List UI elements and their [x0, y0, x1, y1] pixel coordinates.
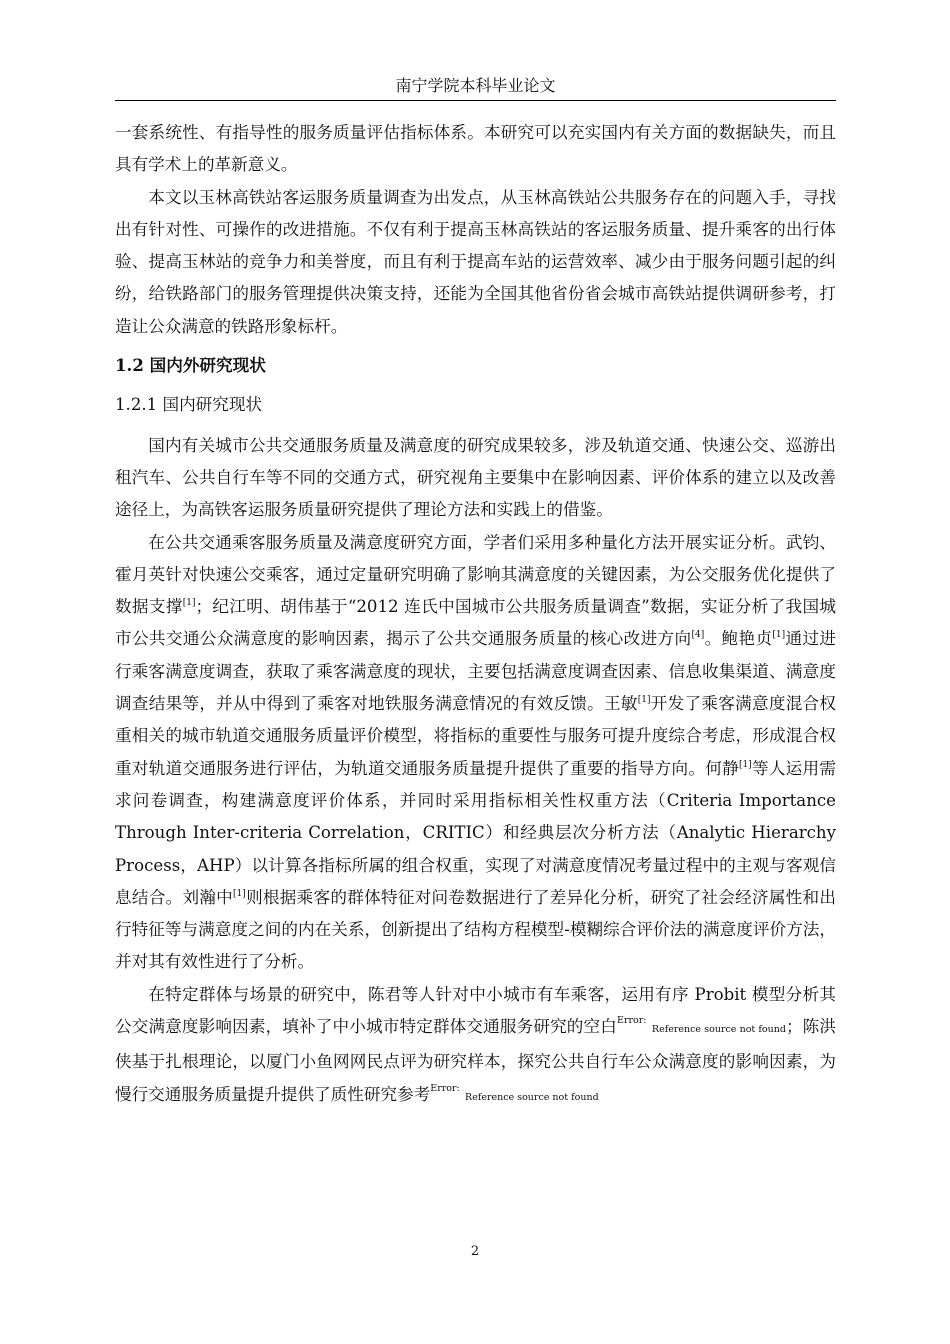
text-run: 开发了乘客满意度混合权重相关的城市轨道交通服务质量评价模型，将指标的重要性与服务可提升度综合考虑，形成混合权重对轨道交通服务进行评估，为轨道交通服务质量提升提供了重要的指导方向。何静 [115, 694, 837, 778]
paragraph [115, 527, 836, 979]
paragraph: 一套系统性、有指导性的服务质量评估指标体系。本研究可以充实国内有关方面的数据缺失，而且具有学术上的革新意义。 [115, 123, 836, 175]
text-run: 则根据乘客的群体特征对问卷数据进行了差异化分析，研究了社会经济属性和出行特征等与满意度之间的内在关系，创新提出了结构方程模型-模糊综合评价法的满意度评价方法，并对其有效性进行了分析。 [115, 887, 837, 972]
section-heading: 1.2 国内外研究现状 [115, 355, 266, 376]
citation-error: Reference source not found [651, 1024, 786, 1036]
citation-error: Reference source not found [465, 1091, 599, 1103]
text-run: ；纪江明、胡伟基于“2012 连氏中国城市公共服务质量调查”数据，实证分析了我国城市公共交通公众满意度的影响因素，揭示了公共交通服务质量的核心改进方向 [115, 597, 836, 649]
header-rule [115, 100, 836, 101]
text-run: 。鲍艳贞 [704, 629, 773, 649]
citation-error: Error: [430, 1082, 460, 1094]
citation-error: Error: [617, 1015, 647, 1027]
paragraph [115, 979, 836, 1114]
page-number: 2 [470, 1244, 480, 1259]
paragraph: 国内有关城市公共交通服务质量及满意度的研究成果较多，涉及轨道交通、快速公交、巡游出租汽车、公共自行车等不同的交通方式，研究视角主要集中在影响因素、评价体系的建立以及改善途径上，为高铁客运服务质量研究提供了理论方法和实践上的借鉴。 [115, 435, 836, 520]
text-run: 在特定群体与场景的研究中，陈君等人针对中小城市有车乘客，运用有序 Probit 模型分析其公交满意度影响因素，填补了中小城市特定群体交通服务研究的空白 [115, 984, 836, 1037]
paragraph: 本文以玉林高铁站客运服务质量调查为出发点，从玉林高铁站公共服务存在的问题入手，寻找出有针对性、可操作的改进措施。不仅有利于提高玉林高铁站的客运服务质量、提升乘客的出行体验、提高玉林站的竞争力和美誉度，而且有利于提高车站的运营效率、减少由于服务问题引起的纠纷，给铁路部门的服务管理提供决策支持，还能为全国其他省份省会城市高铁站提供调研参考，打造让公众满意的铁路形象标杆。 [115, 187, 836, 336]
text-run: 等人运用需求问卷调查，构建满意度评价体系，并同时采用指标相关性权重方法（Criteria Importance Through Inter-criteria Correlation，CRITIC）和经典层次分析方法（Analytic Hierarchy Process，AHP）以计算各指标所属的组合权重，实现了对满意度情况考量过程中的主观与客观信息结合。刘瀚中 [115, 758, 837, 907]
citation: [1] [233, 888, 246, 899]
text-run: 通过进行乘客满意度调查，获取了乘客满意度的现状，主要包括满意度调查因素、信息收集渠道、满意度调查结果等，并从中得到了乘客对地铁服务满意情况的有效反馈。王敏 [115, 629, 837, 714]
citation: [4] [691, 630, 705, 641]
text-run: 在公共交通乘客服务质量及满意度研究方面，学者们采用多种量化方法开展实证分析。武钧、霍月英针对快速公交乘客，通过定量研究明确了影响其满意度的关键因素，为公交服务优化提供了数据支撑 [115, 532, 836, 617]
citation: [1] [182, 598, 196, 609]
subsection-heading: 1.2.1 国内研究现状 [115, 395, 263, 415]
body-text [115, 117, 836, 1114]
text-run: ；陈洪侠基于扎根理论，以厦门小鱼网网民点评为研究样本，探究公共自行车公众满意度的影响因素，为慢行交通服务质量提升提供了质性研究参考 [115, 1017, 837, 1104]
citation: [1] [738, 759, 752, 770]
citation: [1] [772, 630, 786, 641]
citation: [1] [637, 695, 651, 706]
running-header: 南宁学院本科毕业论文 [395, 76, 556, 95]
